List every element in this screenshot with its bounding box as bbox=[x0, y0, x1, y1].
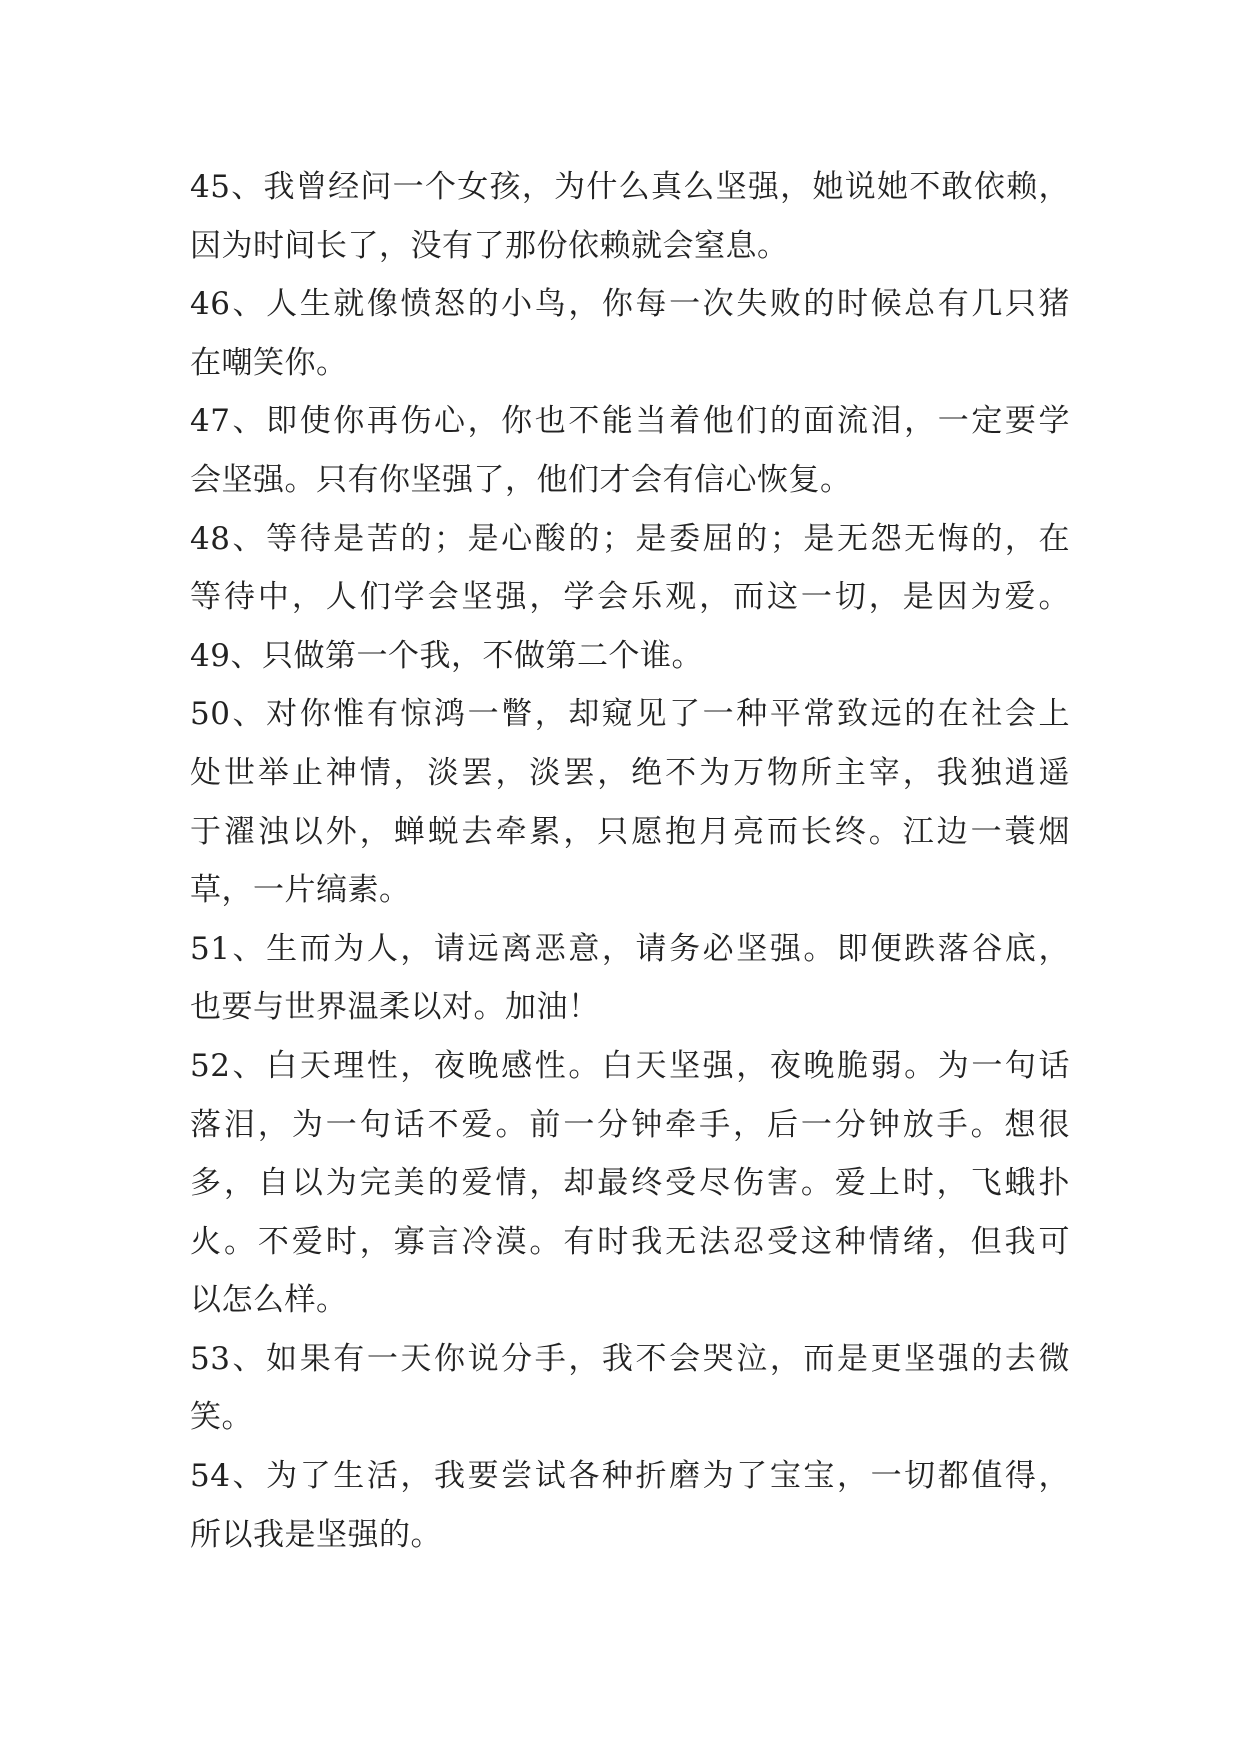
text-line: 在嘲笑你。 bbox=[190, 344, 348, 381]
text-line: 52、白天理性，夜晚感性。白天坚强，夜晚脆弱。为一句话 bbox=[190, 1047, 1070, 1084]
text-line: 48、等待是苦的；是心酸的；是委屈的；是无怨无悔的，在 bbox=[190, 520, 1070, 557]
text-line: 落泪，为一句话不爱。前一分钟牵手，后一分钟放手。想很 bbox=[190, 1106, 1070, 1143]
text-line: 45、我曾经问一个女孩，为什么真么坚强，她说她不敢依赖， bbox=[190, 169, 1070, 205]
text-line: 46、人生就像愤怒的小鸟，你每一次失败的时候总有几只猪 bbox=[190, 286, 1070, 323]
text-line: 处世举止神情，淡罢，淡罢，绝不为万物所主宰，我独逍遥 bbox=[190, 754, 1070, 791]
text-line: 47、即使你再伤心，你也不能当着他们的面流泪，一定要学 bbox=[190, 403, 1070, 440]
text-line: 多，自以为完美的爱情，却最终受尽伤害。爱上时，飞蛾扑 bbox=[190, 1165, 1070, 1202]
text-line: 会坚强。只有你坚强了，他们才会有信心恢复。 bbox=[190, 461, 852, 498]
text-line: 笑。 bbox=[190, 1399, 253, 1436]
text-line: 也要与世界温柔以对。加油！ bbox=[190, 989, 600, 1026]
text-line: 53、如果有一天你说分手，我不会哭泣，而是更坚强的去微 bbox=[190, 1340, 1070, 1377]
text-line: 以怎么样。 bbox=[190, 1282, 348, 1319]
text-line: 所以我是坚强的。 bbox=[190, 1516, 442, 1553]
text-line: 于濯浊以外，蝉蜕去牵累，只愿抱月亮而长终。江边一蓑烟 bbox=[190, 813, 1070, 850]
text-line: 51、生而为人，请远离恶意，请务必坚强。即便跌落谷底， bbox=[190, 930, 1070, 967]
text-line: 54、为了生活，我要尝试各种折磨为了宝宝，一切都值得， bbox=[190, 1458, 1070, 1495]
text-line: 火。不爱时，寡言冷漠。有时我无法忍受这种情绪，但我可 bbox=[190, 1223, 1070, 1260]
text-line: 草，一片缟素。 bbox=[190, 872, 411, 909]
text-line: 因为时间长了，没有了那份依赖就会窒息。 bbox=[190, 227, 789, 264]
text-line: 等待中，人们学会坚强，学会乐观，而这一切，是因为爱。 bbox=[190, 579, 1070, 616]
text-line: 50、对你惟有惊鸿一瞥，却窥见了一种平常致远的在社会上 bbox=[190, 696, 1070, 733]
text-line: 49、只做第一个我，不做第二个谁。 bbox=[190, 637, 703, 674]
document-body bbox=[190, 158, 1070, 1564]
